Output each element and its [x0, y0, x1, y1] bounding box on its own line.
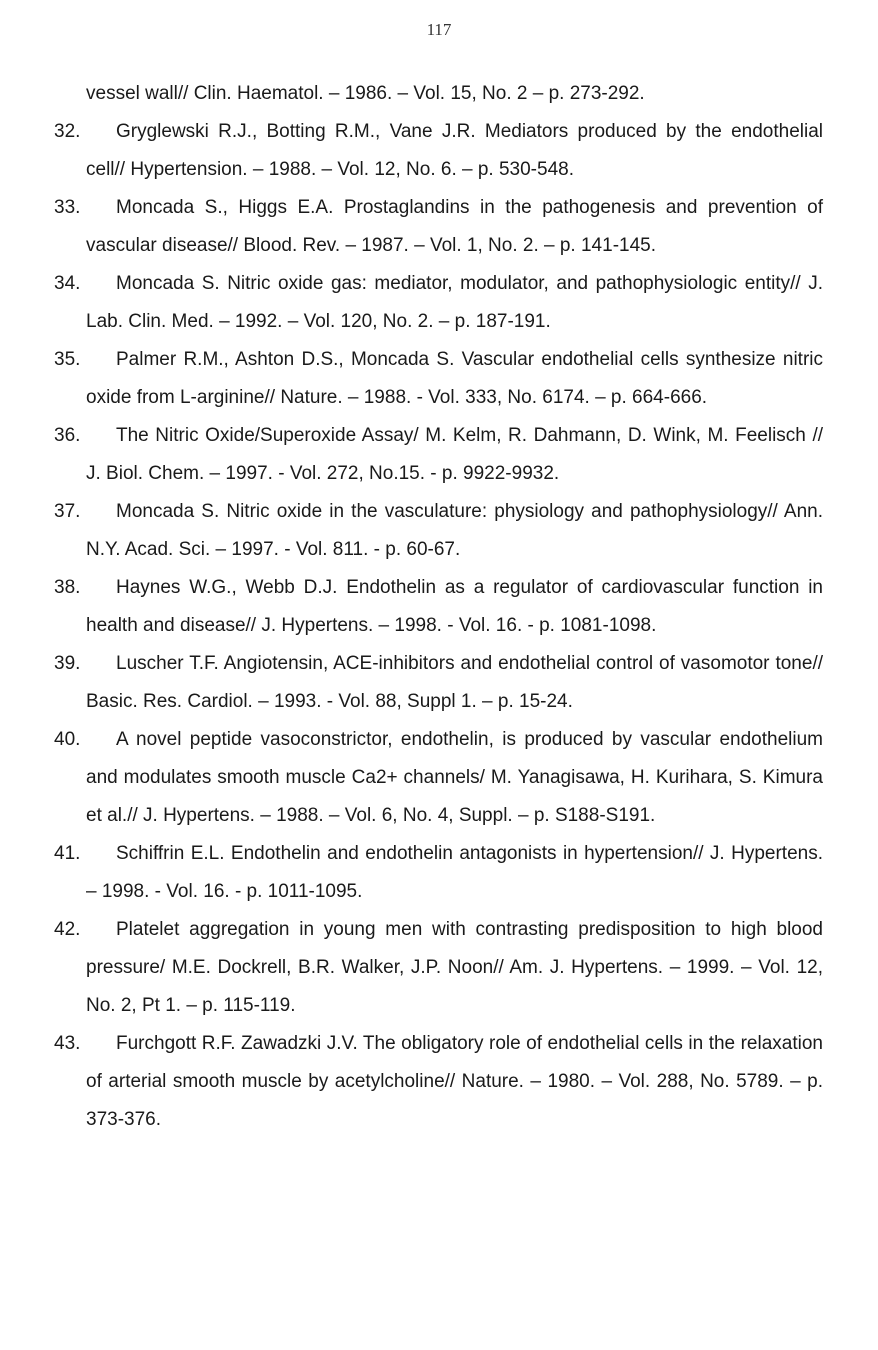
reference-item [0, 721, 878, 835]
reference-text: Moncada S., Higgs E.A. Prostaglandins in the pathogenesis and prevention of vascular disease// Blood. Rev. – 1987. – Vol. 1, No. 2. – p. 141-145. [86, 197, 823, 256]
reference-text: Platelet aggregation in young men with contrasting predisposition to high blood pressure/ M.E. Dockrell, B.R. Walker, J.P. Noon// Am. J. Hypertens. – 1999. – Vol. 12, No. 2, Pt 1. – p. 115-119. [86, 919, 823, 1016]
reference-list [0, 113, 878, 1139]
reference-number: 34. [54, 273, 81, 294]
reference-text: Gryglewski R.J., Botting R.M., Vane J.R. Mediators produced by the endothelial cell// Hypertension. – 1988. – Vol. 12, No. 6. – p. 530-548. [86, 121, 823, 180]
reference-number: 41. [54, 843, 81, 864]
reference-text: Furchgott R.F. Zawadzki J.V. The obligatory role of endothelial cells in the relaxation of arterial smooth muscle by acetylcholine// Nature. – 1980. – Vol. 288, No. 5789. – p. 373-376. [86, 1033, 823, 1130]
reference-number: 36. [54, 425, 81, 446]
reference-text: Schiffrin E.L. Endothelin and endothelin antagonists in hypertension// J. Hypertens. – 1998. - Vol. 16. - p. 1011-1095. [86, 843, 823, 902]
reference-number: 33. [54, 197, 81, 218]
reference-continuation: vessel wall// Clin. Haematol. – 1986. – Vol. 15, No. 2 – p. 273-292. [86, 83, 645, 104]
reference-item [0, 493, 878, 569]
reference-number: 40. [54, 729, 81, 750]
reference-text: Haynes W.G., Webb D.J. Endothelin as a regulator of cardiovascular function in health and disease// J. Hypertens. – 1998. - Vol. 16. - p. 1081-1098. [86, 577, 823, 636]
page-number: 117 [426, 20, 452, 39]
reference-number: 39. [54, 653, 81, 674]
reference-number: 43. [54, 1033, 81, 1054]
reference-item [0, 911, 878, 1025]
reference-text: Palmer R.M., Ashton D.S., Moncada S. Vascular endothelial cells synthesize nitric oxide from L-arginine// Nature. – 1988. - Vol. 333, No. 6174. – p. 664-666. [86, 349, 823, 408]
reference-text: Moncada S. Nitric oxide in the vasculature: physiology and pathophysiology// Ann. N.Y. Acad. Sci. – 1997. - Vol. 811. - p. 60-67. [86, 501, 823, 560]
reference-text: Luscher T.F. Angiotensin, ACE-inhibitors and endothelial control of vasomotor tone// Basic. Res. Cardiol. – 1993. - Vol. 88, Suppl 1. – p. 15-24. [86, 653, 823, 712]
reference-item [0, 265, 878, 341]
reference-item [0, 569, 878, 645]
reference-number: 37. [54, 501, 81, 522]
reference-item [0, 835, 878, 911]
reference-text: The Nitric Oxide/Superoxide Assay/ M. Kelm, R. Dahmann, D. Wink, M. Feelisch // J. Biol. Chem. – 1997. - Vol. 272, No.15. - p. 9922-9932. [86, 425, 823, 484]
reference-number: 35. [54, 349, 81, 370]
reference-item [0, 417, 878, 493]
reference-number: 42. [54, 919, 81, 940]
reference-item [0, 189, 878, 265]
reference-item [0, 113, 878, 189]
reference-item [0, 645, 878, 721]
reference-item [0, 341, 878, 417]
reference-number: 32. [54, 121, 81, 142]
reference-text: Moncada S. Nitric oxide gas: mediator, modulator, and pathophysiologic entity// J. Lab. Clin. Med. – 1992. – Vol. 120, No. 2. – p. 187-191. [86, 273, 823, 332]
reference-item [0, 1025, 878, 1139]
reference-text: A novel peptide vasoconstrictor, endothelin, is produced by vascular endothelium and modulates smooth muscle Ca2+ channels/ M. Yanagisawa, H. Kurihara, S. Kimura et al.// J. Hypertens. – 1988. – Vol. 6, No. 4, Suppl. – p. S188-S191. [86, 729, 823, 826]
reference-number: 38. [54, 577, 81, 598]
